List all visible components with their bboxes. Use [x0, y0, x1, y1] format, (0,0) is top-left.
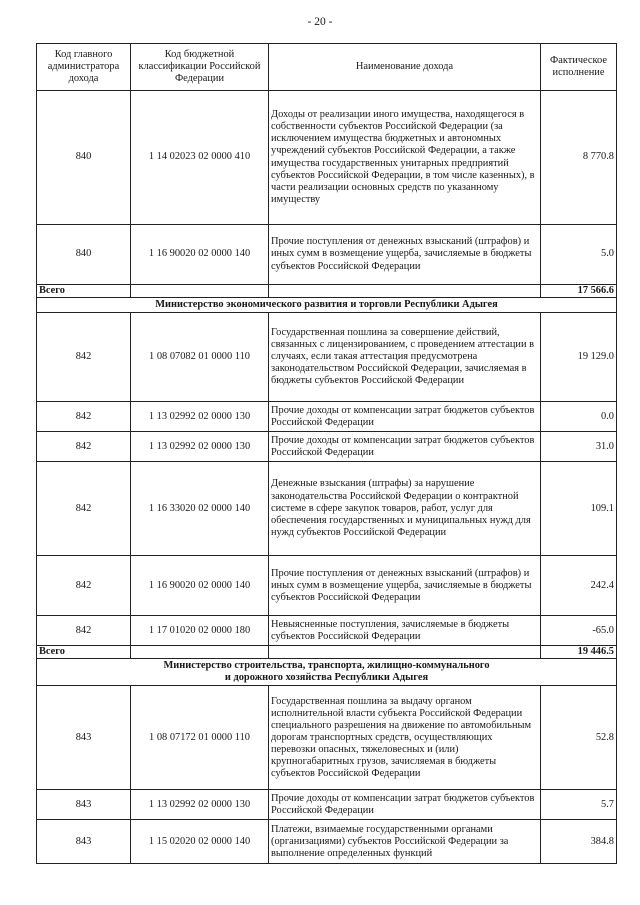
ministry-title-line-2: и дорожного хозяйства Республики Адыгея [224, 672, 429, 684]
budget-code-cell: 1 15 02020 02 0000 140 [131, 820, 269, 864]
amount-cell: 242.4 [541, 556, 617, 616]
income-name-cell: Невыясненные поступления, зачисляемые в бюджеты субъектов Российской Федерации [269, 616, 541, 646]
ministry-title-row [37, 659, 617, 686]
income-name-cell: Прочие поступления от денежных взысканий (штрафов) и иных сумм в возмещение ущерба, зачисляемые в бюджеты субъектов Российской Федерации [269, 556, 541, 616]
income-name-cell: Прочие доходы от компенсации затрат бюджетов субъектов Российской Федерации [269, 790, 541, 820]
admin-code-cell: 842 [37, 432, 131, 462]
budget-code-cell: 1 13 02992 02 0000 130 [131, 432, 269, 462]
amount-cell: 52.8 [541, 686, 617, 790]
page-number: - 20 - [307, 16, 333, 28]
table-row [37, 616, 617, 646]
income-name-cell: Прочие поступления от денежных взысканий (штрафов) и иных сумм в возмещение ущерба, зачисляемые в бюджеты субъектов Российской Федерации [269, 225, 541, 285]
revenue-table [36, 43, 617, 864]
total-row [37, 285, 617, 298]
income-name-cell: Платежи, взимаемые государственными органами (организациями) субъектов Российской Федерации за выполнение определенных функций [269, 820, 541, 864]
income-name-cell: Доходы от реализации иного имущества, находящегося в собственности субъектов Российской Федерации (за исключением имущества бюджетных и автономных учреждений субъектов Российской Федерации, а также имущества государственных унитарных предприятий субъектов Российской Федерации, в том числе казенных), в части реализации основных средств по указанному имуществу [269, 91, 541, 225]
budget-code-cell: 1 13 02992 02 0000 130 [131, 790, 269, 820]
amount-cell: 0.0 [541, 402, 617, 432]
income-name-cell: Прочие доходы от компенсации затрат бюджетов субъектов Российской Федерации [269, 402, 541, 432]
admin-code-cell: 842 [37, 313, 131, 402]
amount-cell: -65.0 [541, 616, 617, 646]
admin-code-cell: 843 [37, 820, 131, 864]
table-row [37, 820, 617, 864]
amount-cell: 19 129.0 [541, 313, 617, 402]
amount-cell: 384.8 [541, 820, 617, 864]
ministry-title-row [37, 298, 617, 313]
ministry-title-line-1: Министерство строительства, транспорта, жилищно-коммунального [163, 660, 490, 672]
admin-code-cell: 840 [37, 91, 131, 225]
income-name-cell: Государственная пошлина за выдачу органом исполнительной власти субъекта Российской Федерации специального разрешения на движение по автомобильным дорогам транспортных средств, осуществляющих перевозки опасных, тяжеловесных и (или) крупногабаритных грузов, зачисляемая в бюджеты субъектов Российской Федерации [269, 686, 541, 790]
table-row [37, 686, 617, 790]
table-row [37, 402, 617, 432]
admin-code-cell: 843 [37, 686, 131, 790]
admin-code-cell: 842 [37, 556, 131, 616]
total-amount: 19 446.5 [541, 646, 617, 659]
header-budget-code: Код бюджетной классификации Российской Федерации [131, 44, 269, 91]
admin-code-cell: 842 [37, 402, 131, 432]
income-name-cell: Денежные взыскания (штрафы) за нарушение законодательства Российской Федерации о контрактной системе в сфере закупок товаров, работ, услуг для обеспечения государственных и муниципальных нужд для нужд субъектов Российской Федерации [269, 462, 541, 556]
budget-code-cell: 1 16 90020 02 0000 140 [131, 225, 269, 285]
total-row [37, 646, 617, 659]
admin-code-cell: 842 [37, 616, 131, 646]
amount-cell: 5.0 [541, 225, 617, 285]
total-label: Всего [37, 646, 131, 659]
income-name-cell: Прочие доходы от компенсации затрат бюджетов субъектов Российской Федерации [269, 432, 541, 462]
table-row [37, 462, 617, 556]
header-actual: Фактическое исполнение [541, 44, 617, 91]
ministry-title: Министерство экономического развития и торговли Республики Адыгея [37, 298, 617, 313]
ministry-title [37, 659, 617, 686]
amount-cell: 31.0 [541, 432, 617, 462]
budget-code-cell: 1 08 07082 01 0000 110 [131, 313, 269, 402]
income-name-cell: Государственная пошлина за совершение действий, связанных с лицензированием, с проведением аттестации в случаях, если такая аттестация предусмотрена законодательством Российской Федерации, зачисляемая в бюджеты субъектов Российской Федерации [269, 313, 541, 402]
total-label: Всего [37, 285, 131, 298]
table-row [37, 313, 617, 402]
table-row [37, 225, 617, 285]
budget-code-cell: 1 16 90020 02 0000 140 [131, 556, 269, 616]
budget-code-cell: 1 14 02023 02 0000 410 [131, 91, 269, 225]
admin-code-cell: 842 [37, 462, 131, 556]
table-row [37, 790, 617, 820]
admin-code-cell: 840 [37, 225, 131, 285]
amount-cell: 5.7 [541, 790, 617, 820]
admin-code-cell: 843 [37, 790, 131, 820]
budget-code-cell: 1 17 01020 02 0000 180 [131, 616, 269, 646]
header-income-name: Наименование дохода [269, 44, 541, 91]
budget-code-cell: 1 16 33020 02 0000 140 [131, 462, 269, 556]
table-header-row [37, 44, 617, 91]
budget-code-cell: 1 13 02992 02 0000 130 [131, 402, 269, 432]
table-row [37, 91, 617, 225]
table-row [37, 432, 617, 462]
amount-cell: 109.1 [541, 462, 617, 556]
budget-code-cell: 1 08 07172 01 0000 110 [131, 686, 269, 790]
header-admin-code: Код главного администратора дохода [37, 44, 131, 91]
amount-cell: 8 770.8 [541, 91, 617, 225]
total-amount: 17 566.6 [541, 285, 617, 298]
table-row [37, 556, 617, 616]
